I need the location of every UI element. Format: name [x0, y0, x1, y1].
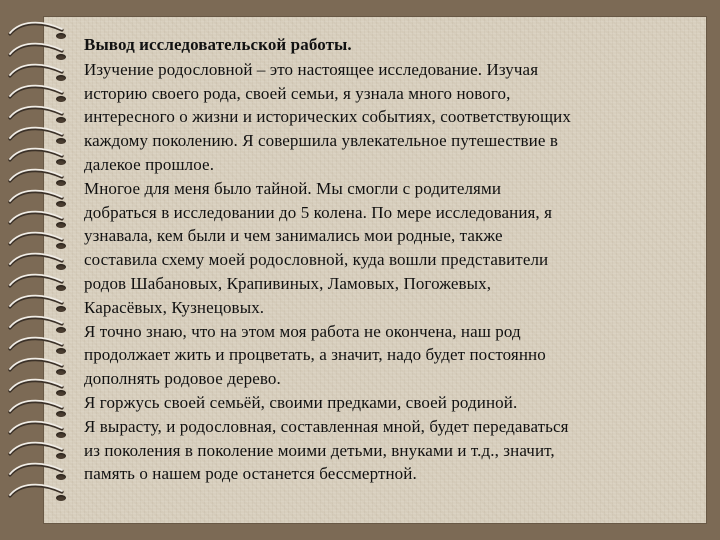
spiral-ring [6, 482, 68, 500]
text-line-9: составила схему моей родословной, куда вошли представители [84, 250, 549, 270]
spiral-ring [6, 314, 68, 332]
spiral-ring [6, 62, 68, 80]
text-line-5: далекое прошлое. [84, 154, 215, 174]
spiral-ring [6, 104, 68, 122]
text-line-1: Изучение родословной – это настоящее исследование. Изучая [84, 59, 539, 79]
spiral-ring [6, 230, 68, 248]
text-line-2: историю своего рода, своей семьи, я узнала много нового, [84, 83, 511, 103]
text-line-3: интересного о жизни и исторических событиях, соответствующих [84, 107, 571, 127]
spiral-ring [6, 461, 68, 479]
spiral-ring [6, 125, 68, 143]
text-line-6: Многое для меня было тайной. Мы смогли с родителями [84, 178, 502, 198]
spiral-ring [6, 356, 68, 374]
text-line-18: память о нашем роде останется бессмертной. [84, 464, 417, 484]
spiral-ring [6, 398, 68, 416]
spiral-ring [6, 167, 68, 185]
text-line-10: родов Шабановых, Крапивиных, Ламовых, Погожевых, [84, 273, 492, 293]
spiral-ring [6, 440, 68, 458]
spiral-ring [6, 41, 68, 59]
document-title: Вывод исследовательской работы. [84, 35, 352, 54]
spiral-ring [6, 209, 68, 227]
text-line-14: дополнять родовое дерево. [84, 369, 281, 389]
spiral-ring [6, 188, 68, 206]
text-line-13: продолжает жить и процветать, а значит, надо будет постоянно [84, 345, 546, 365]
document-text [84, 33, 684, 486]
spiral-ring [6, 146, 68, 164]
spiral-ring [6, 83, 68, 101]
spiral-ring [6, 293, 68, 311]
spiral-ring [6, 335, 68, 353]
text-line-7: добраться в исследовании до 5 колена. По мере исследования, я [84, 202, 553, 222]
text-line-4: каждому поколению. Я совершила увлекательное путешествие в [84, 131, 558, 151]
spiral-ring [6, 20, 68, 38]
spiral-ring [6, 377, 68, 395]
text-line-8: узнавала, кем были и чем занимались мои родные, также [84, 226, 503, 246]
spiral-ring [6, 272, 68, 290]
text-line-17: из поколения в поколение моими детьми, внуками и т.д., значит, [84, 440, 555, 460]
text-line-16: Я вырасту, и родословная, составленная мной, будет передаваться [84, 416, 569, 436]
text-line-12: Я точно знаю, что на этом моя работа не окончена, наш род [84, 321, 521, 341]
spiral-binding [6, 20, 72, 510]
text-line-11: Карасёвых, Кузнецовых. [84, 297, 265, 317]
spiral-ring [6, 419, 68, 437]
spiral-ring [6, 251, 68, 269]
text-line-15: Я горжусь своей семьёй, своими предками, своей родиной. [84, 392, 518, 412]
